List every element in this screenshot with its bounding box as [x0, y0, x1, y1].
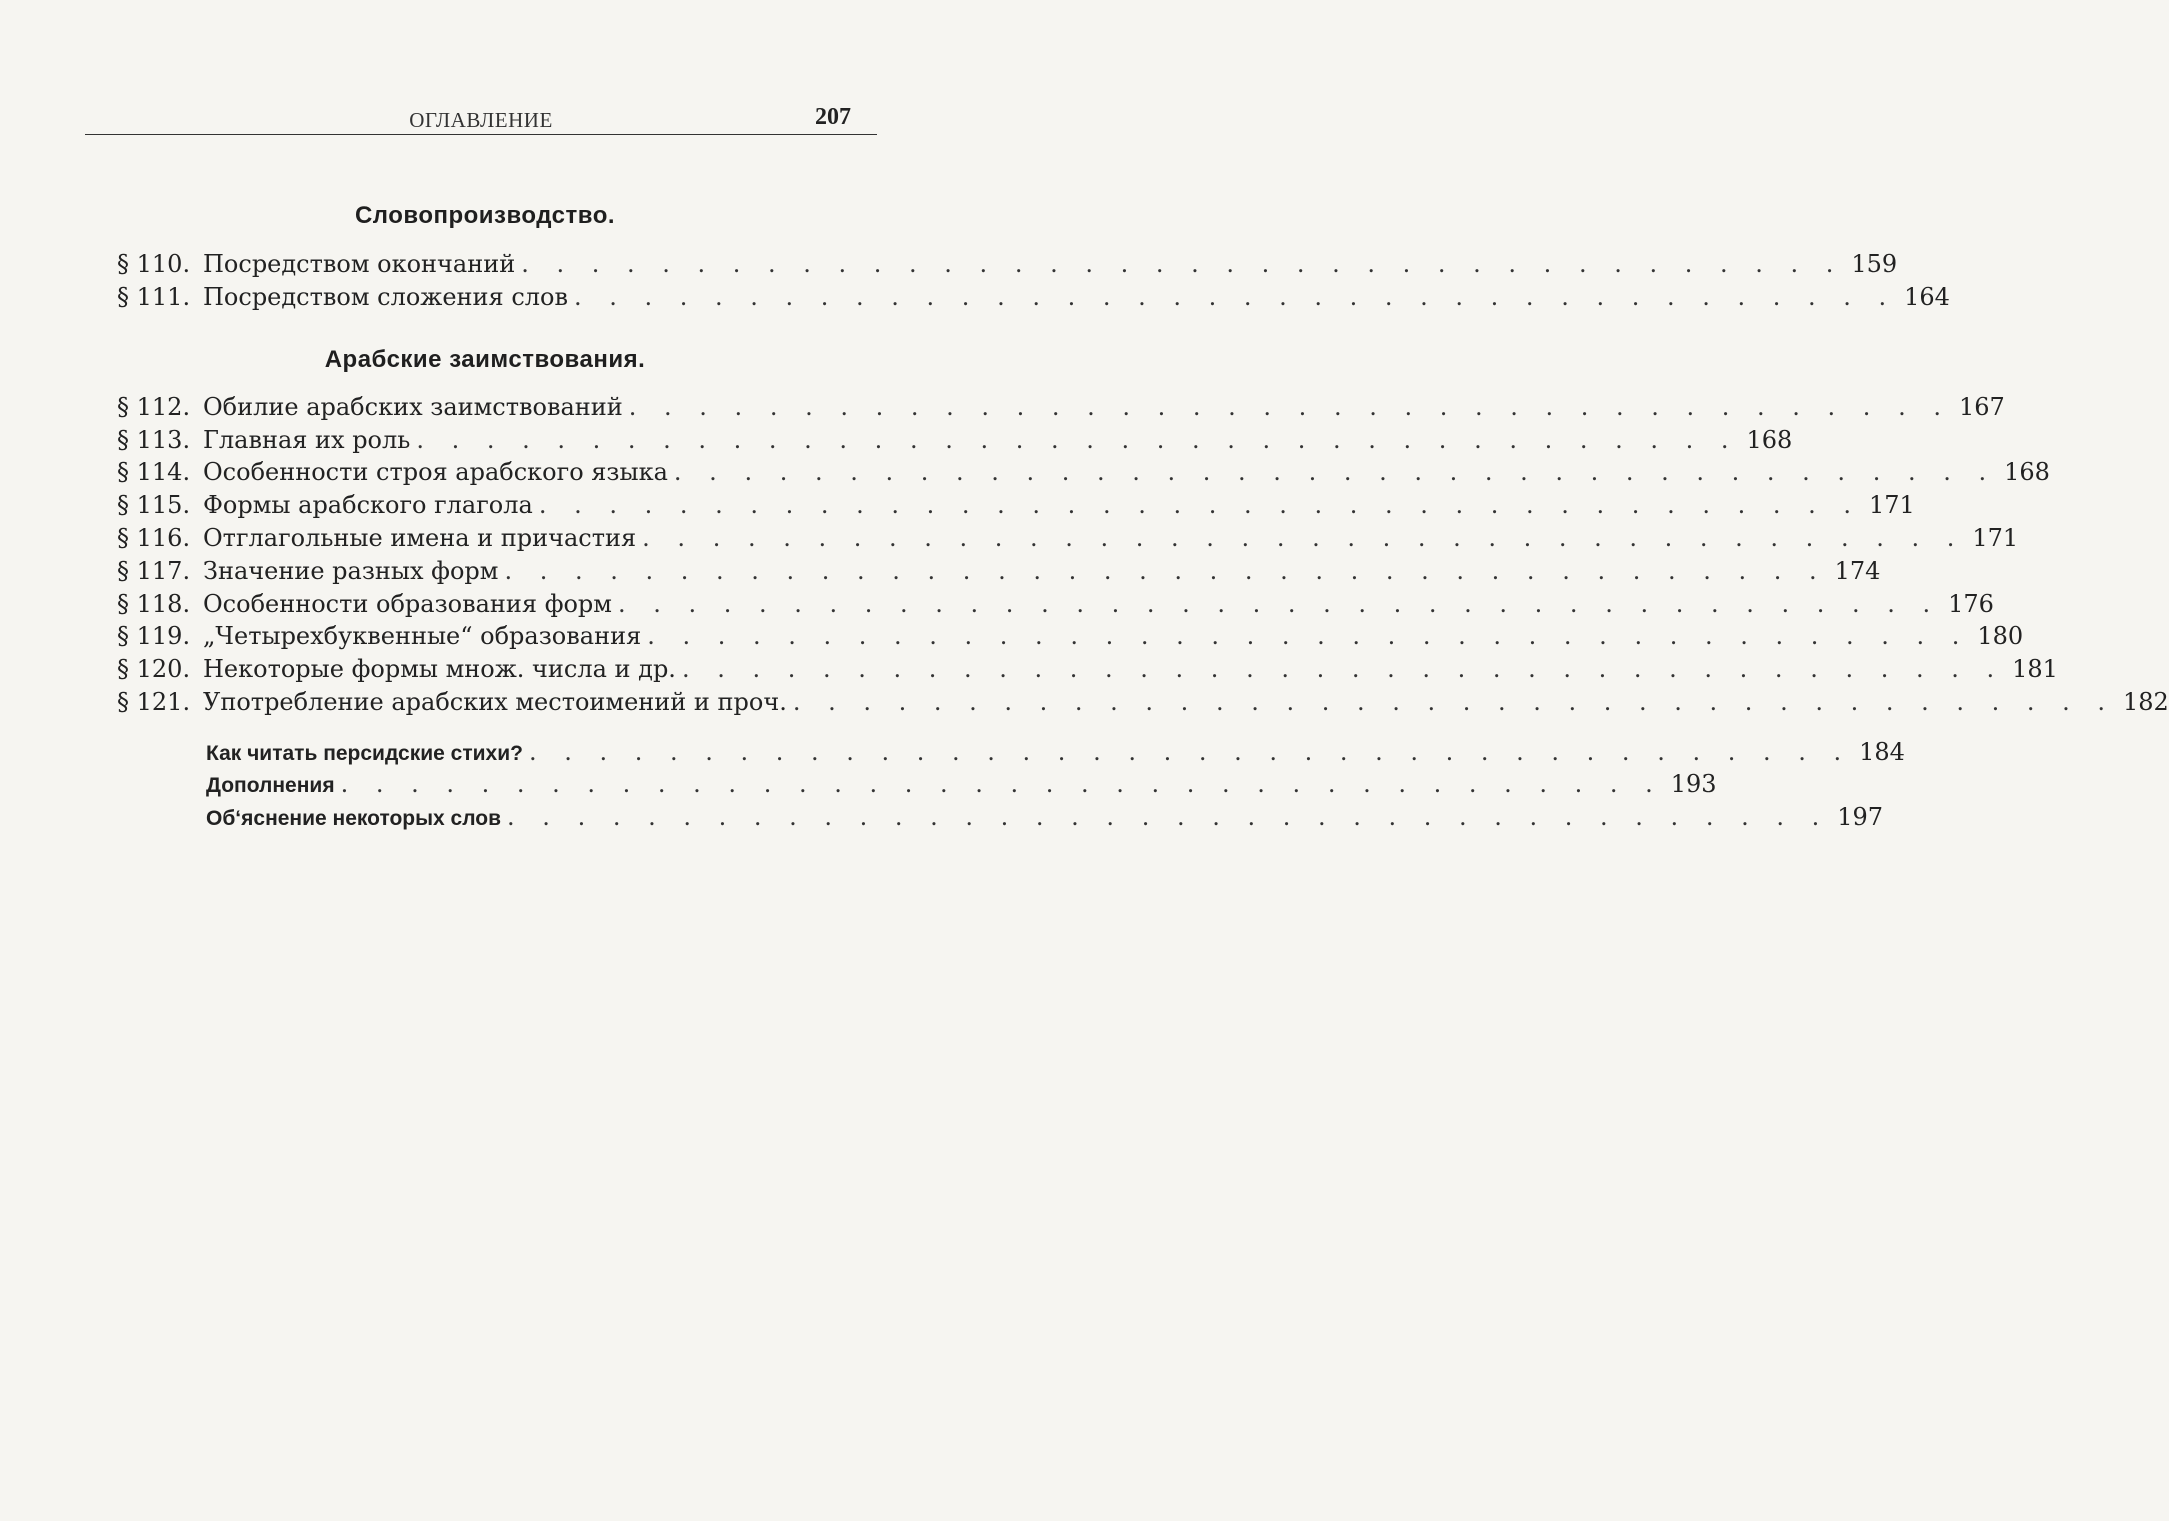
entry-title: Особенности образования форм: [203, 590, 612, 618]
section-number: § 118.: [117, 590, 191, 618]
entry-title: Главная их роль: [203, 426, 411, 454]
dot-leader: . . . . . . . . . . . . . . . . . . . . . . . . . . . . . . . . . . . . . .: [340, 770, 1663, 798]
section-heading-arabic-loans: Арабские заимствования.: [324, 346, 646, 373]
dot-leader: . . . . . . . . . . . . . . . . . . . . . . . . . . . . . . . . . . . . . .: [573, 283, 1897, 311]
dot-leader: . . . . . . . . . . . . . . . . . . . . . . . . . . . . . . . . . . . . . .: [521, 250, 1844, 278]
dot-leader: . . . . . . . . . . . . . . . . . . . . . . . . . . . . . . . . . . . . . .: [507, 803, 1830, 831]
entry-page: 171: [1868, 491, 1915, 519]
entry-page: 181: [2012, 655, 2058, 683]
dot-leader: . . . . . . . . . . . . . . . . . . . . . . . . . . . . . . . . . . . . . .: [538, 491, 1861, 519]
section-number: § 110.: [117, 250, 191, 278]
entry-page: 174: [1834, 557, 1881, 585]
section-number: § 111.: [117, 283, 191, 311]
entry-page: 171: [1972, 524, 2019, 552]
dot-leader: . . . . . . . . . . . . . . . . . . . . . . . . . . . . . . . . . . . . . .: [504, 557, 1827, 585]
dot-leader: . . . . . . . . . . . . . . . . . . . . . . . . . . . . . . . . . . . . . .: [416, 426, 1739, 454]
entry-page: 193: [1670, 770, 1717, 798]
entry-title: Употребление арабских местоимений и проч.: [203, 688, 787, 716]
entry-title: Об‘яснение некоторых слов: [206, 807, 502, 830]
toc-entry-appendix[interactable]: [206, 736, 1905, 768]
entry-title: Посредством сложения слов: [203, 283, 568, 311]
section-number: § 121.: [117, 688, 191, 716]
entry-title: Дополнения: [206, 774, 335, 797]
toc-entry[interactable]: [117, 588, 1994, 620]
entry-title: Особенности строя арабского языка: [203, 458, 668, 486]
entry-title: Как читать персидские стихи?: [206, 742, 523, 765]
toc-entry[interactable]: [117, 686, 2169, 718]
entry-title: Обилие арабских заимствований: [203, 393, 623, 421]
section-number: § 117.: [117, 557, 191, 585]
entry-page: 167: [1958, 393, 2005, 421]
entry-title: Некоторые формы множ. числа и др.: [203, 655, 676, 683]
entry-title: Отглагольные имена и причастия: [203, 524, 637, 552]
toc-entry-appendix[interactable]: [206, 801, 1884, 833]
toc-entry[interactable]: [117, 248, 1898, 280]
entry-page: 159: [1851, 250, 1898, 278]
toc-entry[interactable]: [117, 391, 2005, 423]
toc-entry[interactable]: [117, 456, 2050, 488]
running-header: [85, 104, 877, 135]
dot-leader: . . . . . . . . . . . . . . . . . . . . . . . . . . . . . . . . . . . . . .: [681, 655, 2005, 683]
entry-page: 197: [1837, 803, 1884, 831]
toc-entry[interactable]: [117, 555, 1881, 587]
dot-leader: . . . . . . . . . . . . . . . . . . . . . . . . . . . . . . . . . . . . . .: [647, 622, 1970, 650]
section-number: § 113.: [117, 426, 191, 454]
section-number: § 116.: [117, 524, 191, 552]
entry-title: Формы арабского глагола: [203, 491, 533, 519]
entry-page: 176: [1948, 590, 1994, 618]
section-number: § 119.: [117, 622, 191, 650]
page-number: 207: [815, 104, 851, 130]
entry-title: Посредством окончаний: [203, 250, 516, 278]
dot-leader: . . . . . . . . . . . . . . . . . . . . . . . . . . . . . . . . . . . . . .: [628, 393, 1951, 421]
toc-entry[interactable]: [117, 424, 1793, 456]
toc-entry[interactable]: [117, 489, 1915, 521]
section-number: § 112.: [117, 393, 191, 421]
dot-leader: . . . . . . . . . . . . . . . . . . . . . . . . . . . . . . . . . . . . . .: [642, 524, 1965, 552]
toc-entry[interactable]: [117, 620, 2024, 652]
entry-page: 180: [1977, 622, 2024, 650]
entry-page: 164: [1904, 283, 1950, 311]
toc-entry[interactable]: [117, 522, 2019, 554]
header-title: ОГЛАВЛЕНИЕ: [409, 108, 553, 132]
dot-leader: . . . . . . . . . . . . . . . . . . . . . . . . . . . . . . . . . . . . . .: [792, 688, 2116, 716]
entry-page: 182: [2123, 688, 2169, 716]
section-number: § 120.: [117, 655, 191, 683]
toc-entry[interactable]: [117, 653, 2058, 685]
section-heading-word-formation: Словопроизводство.: [354, 202, 616, 229]
toc-entry-appendix[interactable]: [206, 768, 1717, 800]
dot-leader: . . . . . . . . . . . . . . . . . . . . . . . . . . . . . . . . . . . . . .: [528, 738, 1852, 766]
entry-title: „Четырехбуквенные“ образования: [203, 622, 642, 650]
entry-page: 168: [1746, 426, 1793, 454]
dot-leader: . . . . . . . . . . . . . . . . . . . . . . . . . . . . . . . . . . . . . .: [673, 458, 1997, 486]
section-number: § 114.: [117, 458, 191, 486]
toc-entry[interactable]: [117, 281, 1950, 313]
dot-leader: . . . . . . . . . . . . . . . . . . . . . . . . . . . . . . . . . . . . . .: [617, 590, 1941, 618]
section-number: § 115.: [117, 491, 191, 519]
entry-page: 168: [2004, 458, 2050, 486]
entry-page: 184: [1859, 738, 1905, 766]
entry-title: Значение разных форм: [203, 557, 499, 585]
